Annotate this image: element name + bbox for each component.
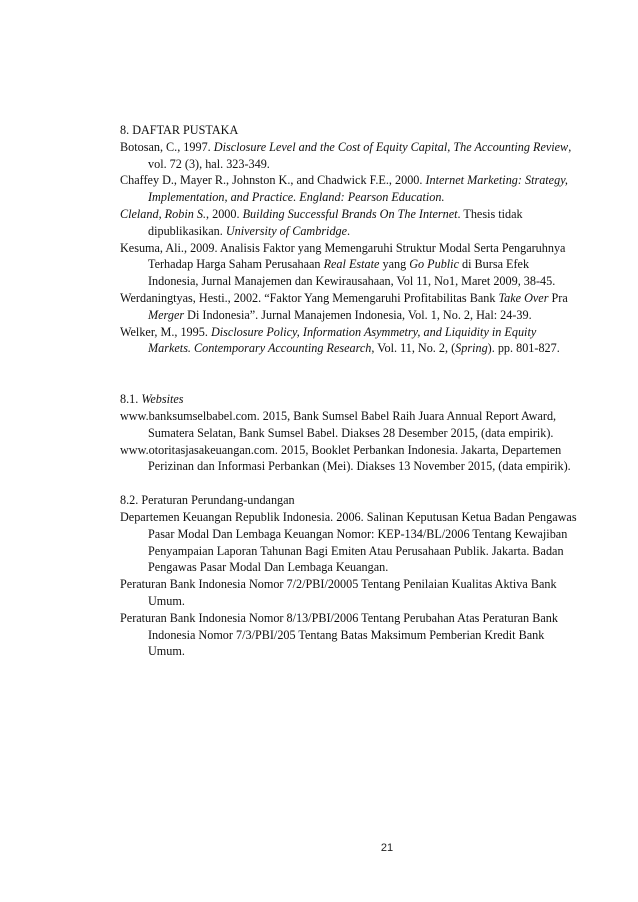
entry-text: Kesuma, Ali., 2009. Analisis Faktor yang Memengaruhi Struktur Modal Serta Pengaruhnya Terhadap Harga Saham Perusahaan: [120, 240, 566, 272]
reference-entry: [120, 139, 580, 173]
italic-text: Disclosure Policy, Information Asymmetry, and Liquidity in Equity Markets. Contemporary Accounting Research: [148, 324, 537, 356]
entry-text: Chaffey D., Mayer R., Johnston K., and Chadwick F.E., 2000.: [120, 173, 426, 188]
entry-text: yang: [379, 257, 410, 272]
entry-text: Peraturan Bank Indonesia Nomor 8/13/PBI/2006 Tentang Perubahan Atas Peraturan Bank Indonesia Nomor 7/3/PBI/205 Tentang Batas Maksimum Pemberian Kredit Bank Umum.: [120, 610, 558, 659]
reference-entry: [120, 240, 580, 290]
italic-text: Internet Marketing: Strategy, Implementation, and Practice. England: Pearson Education.: [148, 173, 568, 205]
reference-entry: [120, 408, 580, 442]
reference-content: [120, 122, 580, 660]
entry-text: Welker, M., 1995.: [120, 324, 211, 339]
entry-text: ). pp. 801-827.: [487, 341, 560, 356]
reference-entry: [120, 610, 580, 660]
entry-text: Departemen Keuangan Republik Indonesia. 2006. Salinan Keputusan Ketua Badan Pengawas Pasar Modal Dan Lembaga Keuangan Nomor: KEP-134/BL/2006 Tentang Kewajiban Penyampaian Laporan Tahunan Bagi Emiten Atau Perusahaan Publik. Jakarta. Badan Pengawas Pasar Modal Dan Lembaga Keuangan.: [120, 509, 577, 575]
regulations-heading: 8.2. Peraturan Perundang-undangan: [120, 493, 295, 508]
reference-entry: [120, 172, 580, 206]
italic-text: Cleland, Robin S.: [120, 206, 206, 221]
entry-text: Botosan, C., 1997.: [120, 139, 214, 154]
websites-heading-label: Websites: [141, 392, 184, 407]
section-heading: 8. DAFTAR PUSTAKA: [120, 123, 239, 137]
entry-text: di Bursa Efek Indonesia, Jurnal Manajemen dan Kewirausahaan, Vol 11, No1, Maret 2009, 38-45.: [148, 257, 556, 289]
entry-text: Peraturan Bank Indonesia Nomor 7/2/PBI/20005 Tentang Penilaian Kualitas Aktiva Bank Umum.: [120, 577, 557, 608]
italic-text: University of Cambridge: [225, 223, 348, 238]
reference-list: [120, 139, 580, 357]
italic-text: Real Estate: [323, 257, 380, 272]
entry-text: .: [347, 223, 351, 238]
entry-text: www.banksumselbabel.com. 2015, Bank Sumsel Babel Raih Juara Annual Report Award, Sumatera Selatan, Bank Sumsel Babel. Diakses 28 Desember 2015, (data empirik).: [120, 408, 557, 440]
reference-entry: [120, 442, 580, 476]
websites-list: [120, 408, 580, 475]
italic-text: Go Public: [409, 257, 459, 272]
entry-text: Pra: [548, 290, 568, 305]
page-number: 21: [380, 842, 394, 854]
italic-text: Disclosure Level and the Cost of Equity Capital, The Accounting Review: [213, 139, 569, 154]
italic-text: Building Successful Brands On The Internet: [242, 206, 458, 221]
entry-text: Werdaningtyas, Hesti., 2002. “Faktor Yang Memengaruhi Profitabilitas Bank: [120, 290, 499, 305]
regulations-list: [120, 509, 580, 660]
italic-text: Spring: [455, 341, 488, 356]
reference-entry: [120, 206, 580, 240]
entry-text: , Vol. 11, No. 2, (: [371, 341, 456, 356]
entry-text: , 2000.: [206, 206, 243, 221]
reference-entry: [120, 290, 580, 324]
websites-heading: [120, 391, 580, 408]
reference-entry: [120, 324, 580, 358]
websites-heading-number: 8.1.: [120, 392, 142, 407]
entry-text: Di Indonesia”. Jurnal Manajemen Indonesia, Vol. 1, No. 2, Hal: 24-39.: [184, 307, 532, 322]
spacer: [120, 357, 580, 391]
entry-text: , vol. 72 (3), hal. 323-349.: [148, 139, 572, 171]
reference-entry: [120, 509, 580, 576]
spacer: [120, 475, 580, 492]
italic-text: Merger: [148, 307, 185, 322]
reference-entry: [120, 576, 580, 610]
entry-text: . Thesis tidak dipublikasikan.: [148, 206, 523, 238]
entry-text: www.otoritasjasakeuangan.com. 2015, Booklet Perbankan Indonesia. Jakarta, Departemen Perizinan dan Informasi Perbankan (Mei). Diakses 13 November 2015, (data empirik).: [120, 442, 571, 474]
italic-text: Take Over: [498, 290, 549, 305]
